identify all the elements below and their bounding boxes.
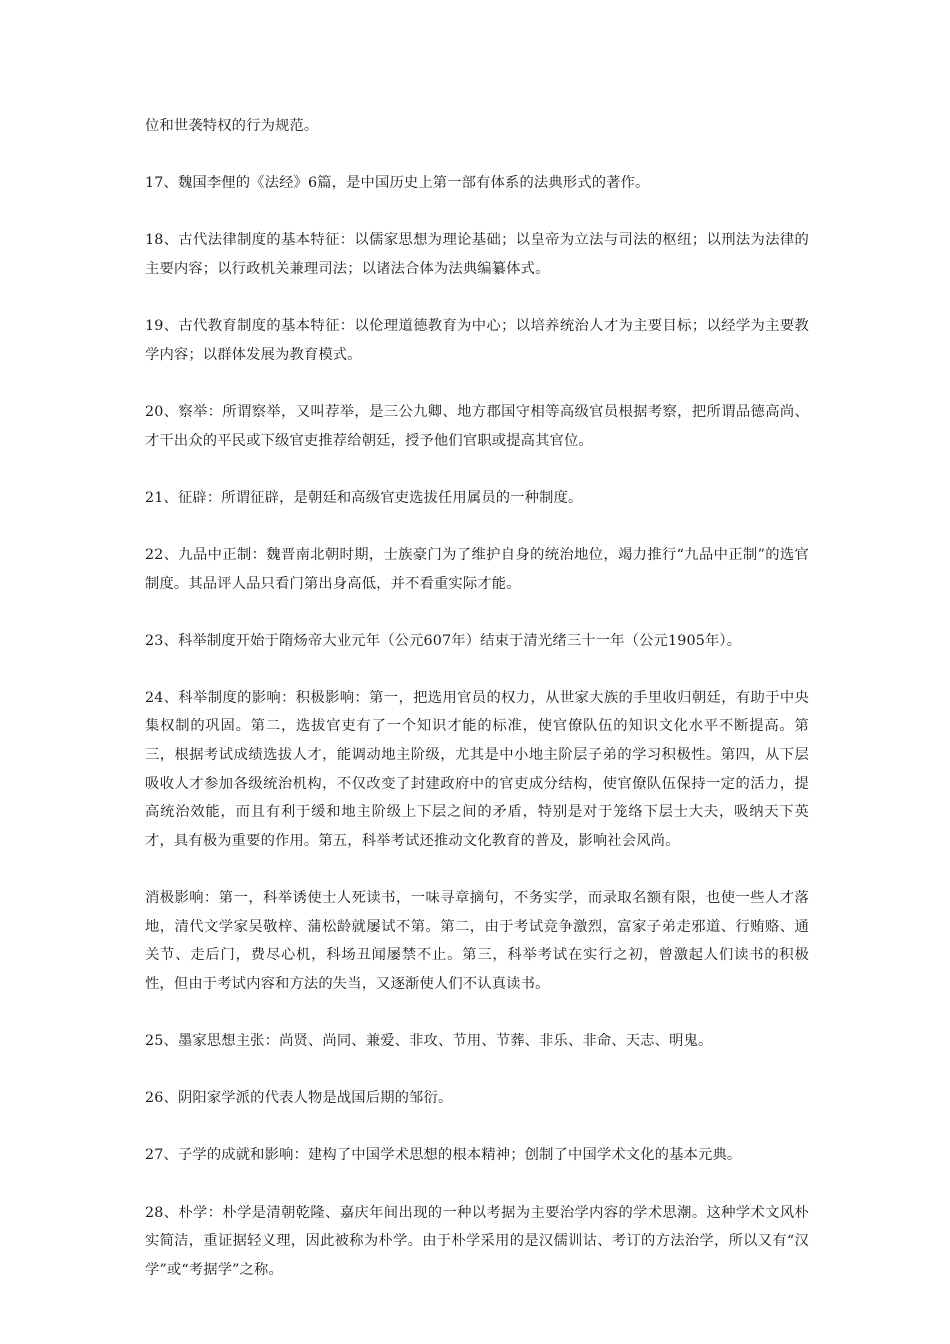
paragraph-21: 21、征辟：所谓征辟，是朝廷和高级官吏选拔任用属员的一种制度。 xyxy=(145,489,583,506)
paragraph-27: 27、子学的成就和影响：建构了中国学术思想的根本精神；创制了中国学术文化的基本元典。 xyxy=(145,1147,742,1164)
paragraph-26: 26、阴阳家学派的代表人物是战国后期的邹衍。 xyxy=(145,1090,453,1107)
paragraph-25: 25、墨家思想主张：尚贤、尚同、兼爱、非攻、节用、节葬、非乐、非命、天志、明鬼。 xyxy=(145,1033,713,1049)
paragraph-17: 17、魏国李俚的《法经》6篇，是中国历史上第一部有体系的法典形式的著作。 xyxy=(145,175,650,192)
document-body xyxy=(145,112,809,1313)
paragraph-23: 23、科举制度开始于隋炀帝大业元年（公元607年）结束于清光绪三十一年（公元1905年）。 xyxy=(145,632,742,649)
paragraph-19: 19、古代教育制度的基本特征：以伦理道德教育为中心；以培养统治人才为主要目标；以经学为主要教学内容；以群体发展为教育模式。 xyxy=(145,318,809,363)
paragraph-continuation: 位和世袭特权的行为规范。 xyxy=(145,118,319,134)
paragraph-18: 18、古代法律制度的基本特征：以儒家思想为理论基础；以皇帝为立法与司法的枢纽；以刑法为法律的主要内容；以行政机关兼理司法；以诸法合体为法典编纂体式。 xyxy=(145,232,809,277)
paragraph-24-negative: 消极影响：第一，科举诱使士人死读书，一味寻章摘句，不务实学，而录取名额有限，也使一些人才落地，清代文学家吴敬梓、蒲松龄就屡试不第。第二，由于考试竞争激烈，富家子弟走邪道、行贿赂、通关节、走后门，费尽心机，科场丑闻屡禁不止。第三，科举考试在实行之初，曾激起人们读书的积极性，但由于考试内容和方法的失当，又逐渐使人们不认真读书。 xyxy=(145,890,809,992)
paragraph-28: 28、朴学：朴学是清朝乾隆、嘉庆年间出现的一种以考据为主要治学内容的学术思潮。这种学术文风朴实简洁，重证据轻义理，因此被称为朴学。由于朴学采用的是汉儒训诂、考订的方法治学，所以又有“汉学”或“考据学”之称。 xyxy=(145,1204,809,1278)
paragraph-22: 22、九品中正制：魏晋南北朝时期，士族豪门为了维护自身的统治地位，竭力推行“九品中正制”的选官制度。其品评人品只看门第出身高低，并不看重实际才能。 xyxy=(145,546,809,592)
paragraph-24: 24、科举制度的影响：积极影响：第一，把选用官员的权力，从世家大族的手里收归朝廷，有助于中央集权制的巩固。第二，选拔官吏有了一个知识才能的标准，使官僚队伍的知识文化水平不断提高。第三，根据考试成绩选拔人才，能调动地主阶级，尤其是中小地主阶层子弟的学习积极性。第四，从下层吸收人才参加各级统治机构，不仅改变了封建政府中的官吏成分结构，使官僚队伍保持一定的活力，提高统治效能，而且有利于缓和地主阶级上下层之间的矛盾，特别是对于笼络下层士大夫，吸纳天下英才，具有极为重要的作用。第五，科举考试还推动文化教育的普及，影响社会风尚。 xyxy=(145,689,809,849)
paragraph-20: 20、察举：所谓察举，又叫荐举，是三公九卿、地方郡国守相等高级官员根据考察，把所谓品德高尚、才干出众的平民或下级官吏推荐给朝廷，授予他们官职或提高其官位。 xyxy=(145,403,809,449)
